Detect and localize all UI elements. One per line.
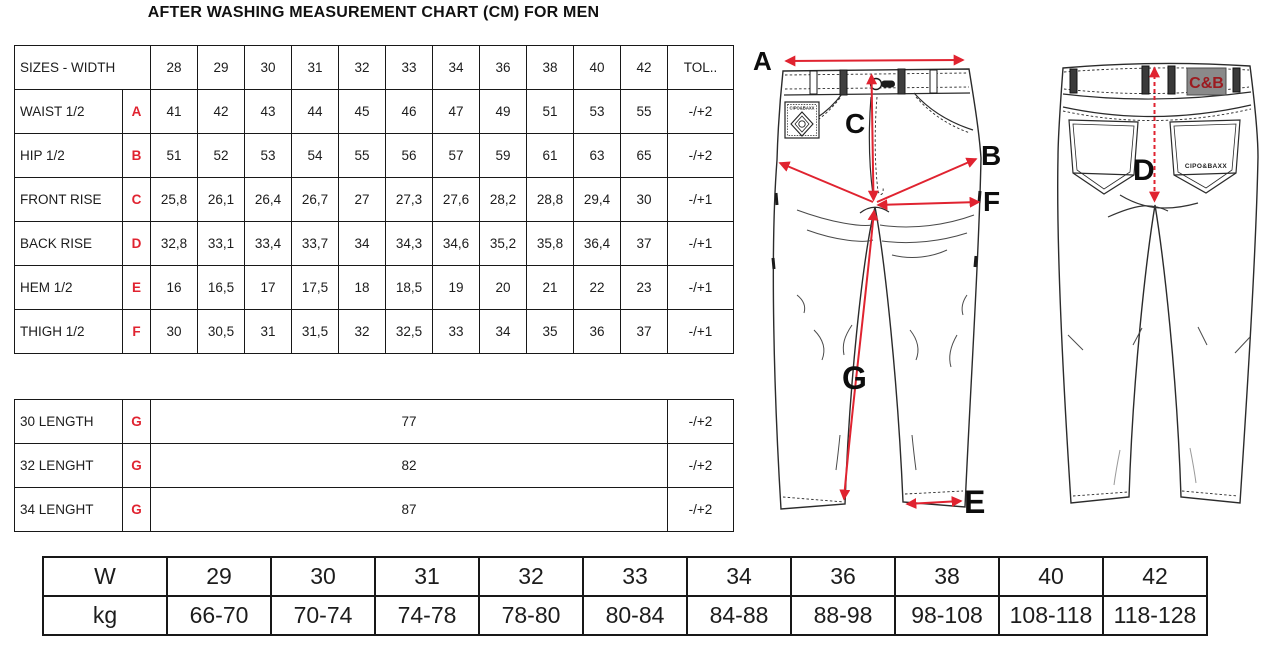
diagram-label-e: E	[964, 484, 986, 520]
length-value-cell: 82	[151, 444, 668, 488]
length-table	[14, 399, 734, 532]
measurement-value-cell: 56	[386, 134, 433, 178]
length-value-cell: 87	[151, 488, 668, 532]
measurement-value-cell: 21	[527, 266, 574, 310]
measurement-row	[15, 134, 734, 178]
measurement-value-cell: 31,5	[292, 310, 339, 354]
measurement-value-cell: 49	[480, 90, 527, 134]
weight-table	[42, 556, 1208, 636]
size-header-cell: 32	[339, 46, 386, 90]
tolerance-cell: -/+2	[668, 444, 734, 488]
measurement-row-label: BACK RISE	[15, 222, 123, 266]
weight-value-cell: 30	[271, 557, 375, 596]
sizes-header-row	[15, 46, 734, 90]
weight-value-cell: 34	[687, 557, 791, 596]
measurement-row	[15, 310, 734, 354]
length-row-label: 34 LENGHT	[15, 488, 123, 532]
measurement-value-cell: 34	[480, 310, 527, 354]
tolerance-header-cell: TOL..	[668, 46, 734, 90]
diagram-label-g: G	[842, 360, 867, 396]
measurement-value-cell: 44	[292, 90, 339, 134]
diagram-label-f: F	[983, 186, 1001, 217]
weight-value-cell: 29	[167, 557, 271, 596]
measurement-value-cell: 47	[433, 90, 480, 134]
weight-value-cell: 80-84	[583, 596, 687, 635]
length-row-label: 32 LENGHT	[15, 444, 123, 488]
measurement-value-cell: 29,4	[574, 178, 621, 222]
back-brand-patch	[1187, 68, 1226, 95]
measurement-value-cell: 32	[339, 310, 386, 354]
measurement-letter: B	[123, 134, 151, 178]
measurement-value-cell: 20	[480, 266, 527, 310]
measurement-value-cell: 33,7	[292, 222, 339, 266]
measurement-value-cell: 54	[292, 134, 339, 178]
size-header-cell: 40	[574, 46, 621, 90]
diagram-label-d: D	[1133, 154, 1155, 187]
size-header-cell: 29	[198, 46, 245, 90]
weight-value-cell: 74-78	[375, 596, 479, 635]
size-header-cell: 30	[245, 46, 292, 90]
measurement-row-label: HIP 1/2	[15, 134, 123, 178]
measurement-value-cell: 41	[151, 90, 198, 134]
measurement-row	[15, 222, 734, 266]
measurement-value-cell: 32,5	[386, 310, 433, 354]
measurement-value-cell: 27	[339, 178, 386, 222]
weight-row-label: W	[43, 557, 167, 596]
measurement-value-cell: 59	[480, 134, 527, 178]
measurement-value-cell: 35,8	[527, 222, 574, 266]
measurement-value-cell: 35	[527, 310, 574, 354]
length-row	[15, 444, 734, 488]
weight-value-cell: 84-88	[687, 596, 791, 635]
measurement-value-cell: 30	[151, 310, 198, 354]
measurement-letter: D	[123, 222, 151, 266]
length-letter: G	[123, 444, 151, 488]
measurement-value-cell: 27,6	[433, 178, 480, 222]
measurement-value-cell: 42	[198, 90, 245, 134]
measurement-value-cell: 33,4	[245, 222, 292, 266]
measurement-value-cell: 34	[339, 222, 386, 266]
measure-arrow-a	[786, 60, 963, 61]
measurement-row	[15, 266, 734, 310]
measurement-table	[14, 45, 734, 354]
measurement-value-cell: 55	[339, 134, 386, 178]
measurement-row-label: HEM 1/2	[15, 266, 123, 310]
size-header-cell: 28	[151, 46, 198, 90]
measurement-row	[15, 178, 734, 222]
measurement-value-cell: 28,8	[527, 178, 574, 222]
tolerance-cell: -/+2	[668, 134, 734, 178]
measurement-value-cell: 17,5	[292, 266, 339, 310]
measurement-value-cell: 18,5	[386, 266, 433, 310]
weight-value-cell: 42	[1103, 557, 1207, 596]
weight-value-cell: 31	[375, 557, 479, 596]
measurement-value-cell: 17	[245, 266, 292, 310]
measurement-value-cell: 52	[198, 134, 245, 178]
length-row-label: 30 LENGTH	[15, 400, 123, 444]
sizes-width-header: SIZES - WIDTH	[15, 46, 151, 90]
measurement-value-cell: 63	[574, 134, 621, 178]
measurement-value-cell: 53	[574, 90, 621, 134]
measurement-value-cell: 37	[621, 310, 668, 354]
measurement-value-cell: 61	[527, 134, 574, 178]
measurement-value-cell: 55	[621, 90, 668, 134]
weight-value-cell: 32	[479, 557, 583, 596]
measurement-value-cell: 30	[621, 178, 668, 222]
measurement-value-cell: 19	[433, 266, 480, 310]
measurement-value-cell: 34,3	[386, 222, 433, 266]
weight-value-cell: 88-98	[791, 596, 895, 635]
measurement-value-cell: 65	[621, 134, 668, 178]
measurement-letter: C	[123, 178, 151, 222]
measurement-row-label: WAIST 1/2	[15, 90, 123, 134]
measurement-value-cell: 32,8	[151, 222, 198, 266]
size-header-cell: 33	[386, 46, 433, 90]
front-pocket-patch	[785, 102, 819, 138]
size-header-cell: 31	[292, 46, 339, 90]
measurement-letter: A	[123, 90, 151, 134]
weight-value-cell: 33	[583, 557, 687, 596]
measurement-value-cell: 31	[245, 310, 292, 354]
measurement-value-cell: 33	[433, 310, 480, 354]
tolerance-cell: -/+2	[668, 400, 734, 444]
measurement-value-cell: 43	[245, 90, 292, 134]
measurement-value-cell: 45	[339, 90, 386, 134]
measurement-row	[15, 90, 734, 134]
measurement-value-cell: 22	[574, 266, 621, 310]
measurement-value-cell: 27,3	[386, 178, 433, 222]
back-patch-text: C&B	[1189, 75, 1224, 92]
measurement-value-cell: 34,6	[433, 222, 480, 266]
front-patch-brand-text: CIPO&BAXX	[789, 105, 815, 111]
tolerance-cell: -/+2	[668, 90, 734, 134]
measurement-value-cell: 23	[621, 266, 668, 310]
weight-value-cell: 66-70	[167, 596, 271, 635]
weight-value-cell: 70-74	[271, 596, 375, 635]
measurement-value-cell: 57	[433, 134, 480, 178]
measurement-letter: F	[123, 310, 151, 354]
measurement-value-cell: 26,4	[245, 178, 292, 222]
measurement-value-cell: 37	[621, 222, 668, 266]
size-header-cell: 34	[433, 46, 480, 90]
measurement-value-cell: 33,1	[198, 222, 245, 266]
weight-row	[43, 557, 1207, 596]
measurement-value-cell: 53	[245, 134, 292, 178]
measurement-value-cell: 18	[339, 266, 386, 310]
weight-value-cell: 36	[791, 557, 895, 596]
weight-value-cell: 78-80	[479, 596, 583, 635]
diagram-label-a: A	[753, 46, 772, 76]
weight-row	[43, 596, 1207, 635]
page-title: AFTER WASHING MEASUREMENT CHART (CM) FOR MEN	[147, 4, 600, 21]
measurement-value-cell: 36	[574, 310, 621, 354]
length-letter: G	[123, 488, 151, 532]
jeans-front-illustration	[752, 45, 1007, 540]
size-header-cell: 38	[527, 46, 574, 90]
weight-value-cell: 108-118	[999, 596, 1103, 635]
measurement-value-cell: 16,5	[198, 266, 245, 310]
weight-value-cell: 118-128	[1103, 596, 1207, 635]
measurement-value-cell: 26,1	[198, 178, 245, 222]
measurement-value-cell: 26,7	[292, 178, 339, 222]
measurement-value-cell: 30,5	[198, 310, 245, 354]
measurement-value-cell: 46	[386, 90, 433, 134]
size-header-cell: 42	[621, 46, 668, 90]
measurement-row-label: FRONT RISE	[15, 178, 123, 222]
length-letter: G	[123, 400, 151, 444]
diagram-label-b: B	[981, 140, 1002, 171]
measurement-value-cell: 16	[151, 266, 198, 310]
measurement-value-cell: 25,8	[151, 178, 198, 222]
measurement-value-cell: 28,2	[480, 178, 527, 222]
measurement-value-cell: 35,2	[480, 222, 527, 266]
length-row	[15, 488, 734, 532]
tolerance-cell: -/+1	[668, 310, 734, 354]
weight-row-label: kg	[43, 596, 167, 635]
weight-value-cell: 38	[895, 557, 999, 596]
tolerance-cell: -/+1	[668, 178, 734, 222]
diagram-label-c: C	[845, 108, 866, 139]
measurement-letter: E	[123, 266, 151, 310]
weight-value-cell: 40	[999, 557, 1103, 596]
length-value-cell: 77	[151, 400, 668, 444]
length-row	[15, 400, 734, 444]
tolerance-cell: -/+1	[668, 222, 734, 266]
weight-value-cell: 98-108	[895, 596, 999, 635]
size-header-cell: 36	[480, 46, 527, 90]
measurement-value-cell: 51	[151, 134, 198, 178]
jeans-back-illustration	[1050, 45, 1265, 540]
measurement-value-cell: 36,4	[574, 222, 621, 266]
measurement-value-cell: 51	[527, 90, 574, 134]
back-pocket-brand-text: CIPO&BAXX	[1184, 163, 1228, 170]
measurement-row-label: THIGH 1/2	[15, 310, 123, 354]
tolerance-cell: -/+2	[668, 488, 734, 532]
tolerance-cell: -/+1	[668, 266, 734, 310]
